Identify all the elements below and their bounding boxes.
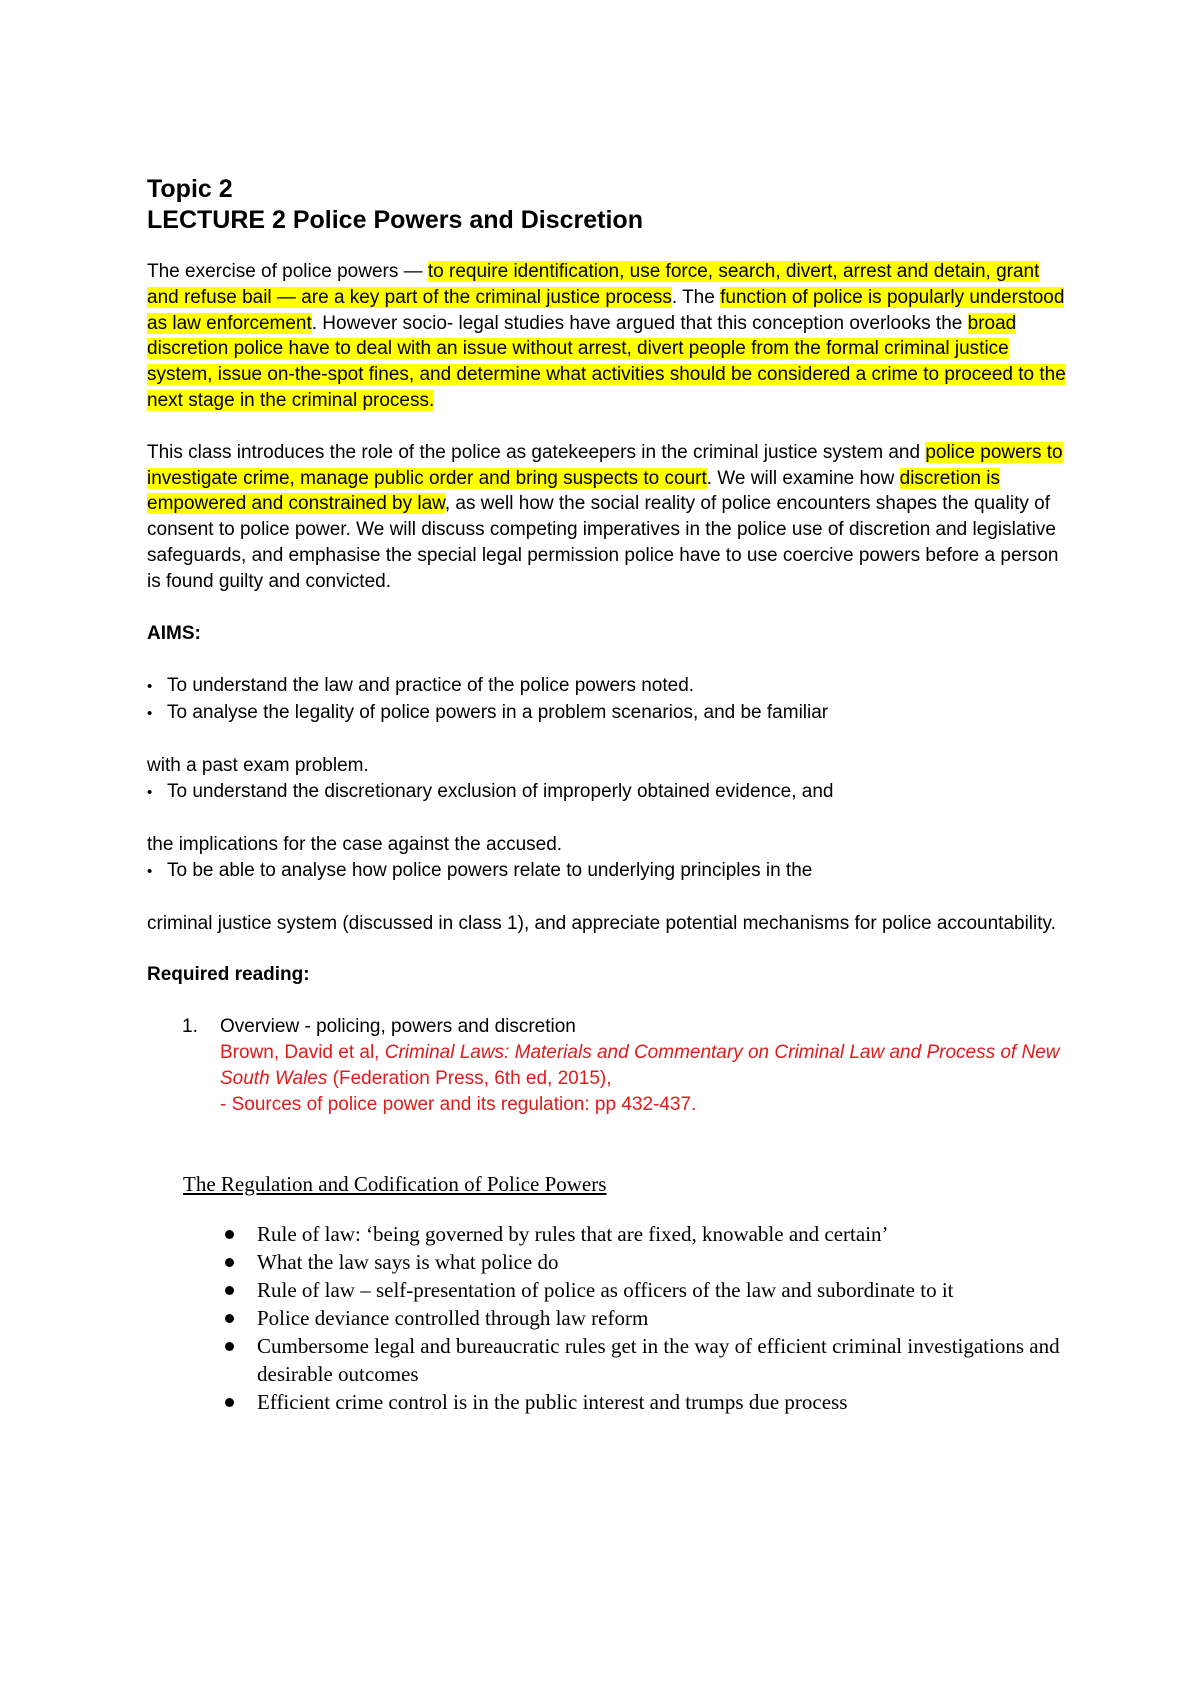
spacer bbox=[147, 595, 1067, 621]
aims-heading: AIMS: bbox=[147, 622, 201, 644]
spacer bbox=[147, 647, 1067, 673]
spacer bbox=[147, 1198, 1067, 1220]
list-item bbox=[222, 1388, 1067, 1416]
list-number: 1. bbox=[182, 1016, 198, 1038]
document-page bbox=[147, 174, 1067, 1416]
bullet-icon: • bbox=[147, 862, 153, 880]
spacer bbox=[147, 885, 1067, 911]
list-item-text: Cumbersome legal and bureaucratic rules get in the way of efficient criminal investigations and desirable outcomes bbox=[257, 1333, 1060, 1386]
text-run: . We will examine how bbox=[706, 467, 900, 489]
list-item-text: Police deviance controlled through law reform bbox=[257, 1305, 649, 1330]
spacer bbox=[147, 988, 1067, 1014]
aim-text: To understand the law and practice of the police powers noted. bbox=[167, 674, 695, 696]
aim-item-2 bbox=[147, 700, 1067, 727]
aim-text: To analyse the legality of police powers in a problem scenarios, and be familiar bbox=[167, 701, 829, 723]
bullet-icon: • bbox=[147, 704, 153, 722]
text-run: The exercise of police powers — bbox=[147, 261, 428, 282]
list-item bbox=[222, 1248, 1067, 1276]
citation-author: Brown, David et al, bbox=[220, 1042, 385, 1064]
regulation-list bbox=[147, 1220, 1067, 1416]
reading-item-title: Overview - policing, powers and discretion bbox=[220, 1016, 576, 1038]
text-run: This class introduces the role of the police as gatekeepers in the criminal justice system and bbox=[147, 441, 926, 463]
intro-paragraph-1 bbox=[147, 259, 1067, 414]
bullet-icon: • bbox=[147, 677, 153, 695]
lecture-title: LECTURE 2 Police Powers and Discretion bbox=[147, 206, 643, 234]
bullet-icon bbox=[225, 1286, 234, 1295]
list-item-text: What the law says is what police do bbox=[257, 1249, 559, 1274]
aim-item-1 bbox=[147, 673, 1067, 700]
bullet-icon bbox=[225, 1342, 234, 1351]
spacer bbox=[147, 727, 1067, 753]
list-item bbox=[222, 1332, 1067, 1388]
spacer bbox=[147, 936, 1067, 962]
text-run: . However socio- legal studies have argued that this conception overlooks the bbox=[311, 312, 968, 334]
bullet-icon bbox=[225, 1258, 234, 1267]
reading-item-body bbox=[187, 1014, 1067, 1117]
highlighted-text: broad discretion police have to deal with an issue without arrest, divert people from the formal criminal justice system, issue on-the-spot fines, and determine what activities should be considered a crime to proceed to the next stage in the criminal process. bbox=[147, 312, 1066, 411]
list-item bbox=[222, 1276, 1067, 1304]
citation-publisher: (Federation Press, 6th ed, 2015), bbox=[327, 1067, 612, 1089]
aim-item-3 bbox=[147, 779, 1067, 806]
highlighted-text: discretion is empowered and constrained by law bbox=[147, 467, 1000, 515]
aim-item-3-continued: the implications for the case against the accused. bbox=[147, 833, 563, 855]
aim-item-4-continued: criminal justice system (discussed in class 1), and appreciate potential mechanisms for police accountability. bbox=[147, 912, 1056, 934]
topic-heading: Topic 2 bbox=[147, 175, 233, 203]
bullet-icon bbox=[225, 1314, 234, 1323]
text-run: , as well how the social reality of police encounters shapes the quality of consent to police power. We will discuss competing imperatives in the police use of discretion and legislative safeguards, and emphasise the special legal permission police have to use coercive powers before a person is found guilty and convicted. bbox=[147, 493, 1059, 592]
required-reading-heading: Required reading: bbox=[147, 964, 310, 986]
highlighted-text: police powers to investigate crime, manage public order and bring suspects to court bbox=[147, 441, 1063, 489]
spacer bbox=[147, 1118, 1067, 1170]
intro-paragraph-2 bbox=[147, 440, 1067, 595]
reading-item-1 bbox=[147, 1014, 1067, 1117]
spacer bbox=[147, 806, 1067, 832]
aim-text: To understand the discretionary exclusion of improperly obtained evidence, and bbox=[167, 780, 834, 802]
bullet-icon bbox=[225, 1230, 234, 1239]
aim-item-4 bbox=[147, 858, 1067, 885]
aim-text: To be able to analyse how police powers relate to underlying principles in the bbox=[167, 859, 813, 881]
aim-item-2-continued: with a past exam problem. bbox=[147, 754, 369, 776]
reading-pages: - Sources of police power and its regulation: pp 432-437. bbox=[220, 1093, 697, 1115]
bullet-icon bbox=[225, 1398, 234, 1407]
spacer bbox=[147, 414, 1067, 440]
regulation-heading: The Regulation and Codification of Police Powers bbox=[183, 1171, 607, 1196]
list-item-text: Rule of law: ‘being governed by rules that are fixed, knowable and certain’ bbox=[257, 1221, 889, 1246]
highlighted-text: to require identification, use force, search, divert, arrest and detain, grant and refuse bail — are a key part of the criminal justice process bbox=[147, 261, 1040, 308]
highlighted-text: function of police is popularly understood as law enforcement bbox=[147, 286, 1065, 334]
text-run: . The bbox=[671, 286, 721, 308]
reading-citation bbox=[220, 1040, 1067, 1092]
list-item-text: Rule of law – self-presentation of police as officers of the law and subordinate to it bbox=[257, 1277, 954, 1302]
list-item bbox=[222, 1220, 1067, 1248]
list-item-text: Efficient crime control is in the public interest and trumps due process bbox=[257, 1389, 848, 1414]
citation-book-title: Criminal Laws: Materials and Commentary on Criminal Law and Process of New South Wales bbox=[220, 1042, 1060, 1089]
list-item bbox=[222, 1304, 1067, 1332]
bullet-icon: • bbox=[147, 783, 153, 801]
